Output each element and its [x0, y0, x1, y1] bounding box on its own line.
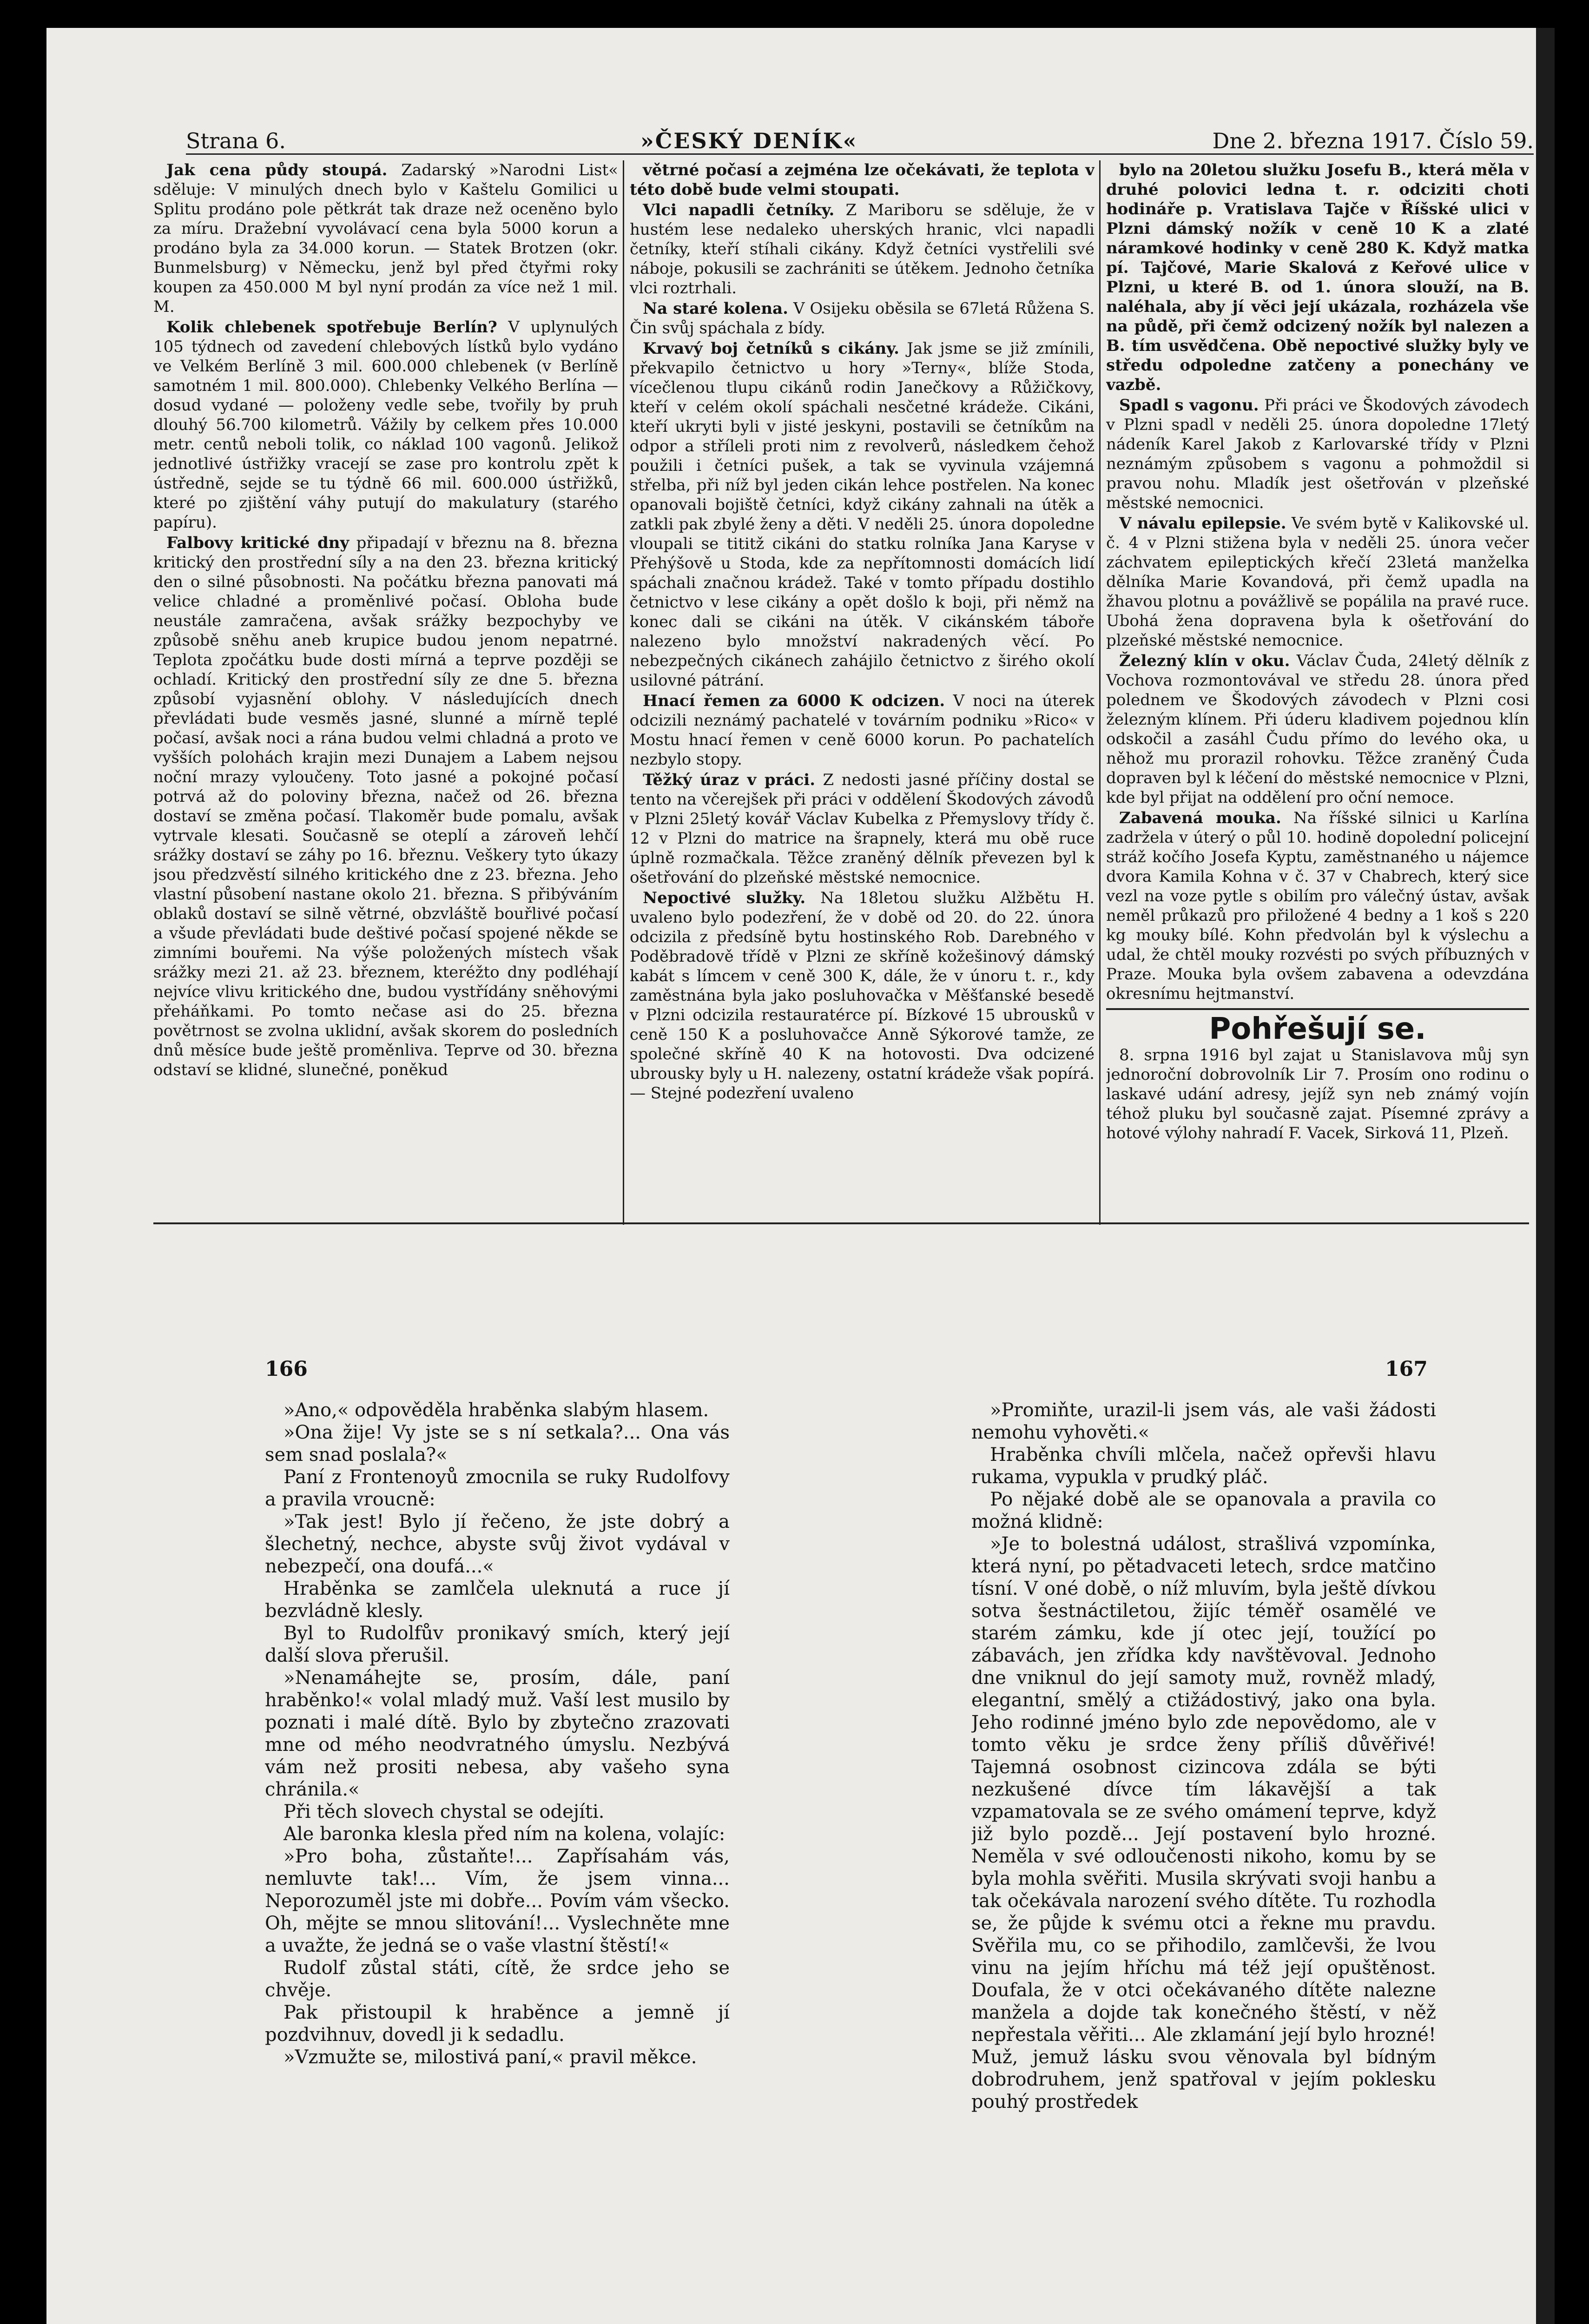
article-lead: Těžký úraz v práci.: [643, 771, 816, 789]
article-body: připadají v březnu na 8. března kritický den prostřední síly a na den 23. března kritický den o silné působnosti. Na počátku března panovati má velice chladné a proměnlivé počasí. Obloha bude neustále zamračena, avšak srážky bezpochyby ve způsobě sněhu aneb krupice budou jenom nepatrné. Teplota zpočátku bude dosti mírná a teprve později se ochladí. Kritický den prostřední síly ze dne 5. března způsobí vyjasnění oblohy. V následujících dnech převládati bude vesměs jasné, slunné a mírně teplé počasí, avšak noci a rána budou velmi chladná a proto ve vyšších polohách krajin mezi Dunajem a Labem nejsou noční mrazy vyloučeny. Toto jasné a pokojné počasí potrvá až do poloviny března, načež od 26. března dostaví se změna počasí. Tlakoměr bude pomalu, avšak vytrvale klesati. Současně se oteplí a zároveň lehčí srážky dostaví se záhy po 16. březnu. Veškery tyto úkazy jsou předzvěstí silného kritického dne z 23. března. Jeho vlastní působení nastane okolo 21. března. S přibýváním oblaků dostaví se silně větrné, obzvláště bouřlivé počasí a všude převládati bude deštivé počasí spojené někde se zimními bouřemi. Na výše položených místech však srážky mezi 21. až 23. březnem, kteréžto dny podléhají nejvíce vlivu kritického dne, budou vystřídány sněhovými přeháňkami. Po tomto nečase asi do 25. března povětrnost se zvolna uklidní, avšak skorem do posledních dnů měsíce bude ještě proměnliva. Teprve od 30. března odstaví se klidné, slunečné, poněkud: [153, 534, 618, 1079]
page-number-left: 166: [265, 1357, 308, 1381]
column-rule: [623, 160, 624, 1225]
novel-paragraph: »Pro boha, zůstaňte!... Zapřísahám vás, nemluvte tak!... Vím, že jsem vinna... Neporozuměl jste mi dobře... Povím vám všecko. Oh, mějte se mnou slitování!... Vyslechněte mne a uvažte, že jedná se o vaše vlastní štěstí!«: [265, 1846, 730, 1956]
column-3: [1106, 160, 1529, 1220]
novel-paragraph: »Tak jest! Bylo jí řečeno, že jste dobrý a šlechetný, nechce, abyste svůj život vydával v nebezpečí, ona doufá...«: [265, 1511, 730, 1577]
novel-page-left: [265, 1399, 730, 2310]
article-lead: Krvavý boj četníků s cikány.: [643, 339, 899, 358]
article-weather-end: [630, 160, 1094, 199]
article-old-age: [630, 299, 1094, 338]
novel-paragraph: »Ano,« odpověděla hraběnka slabým hlasem.: [284, 1400, 709, 1421]
novel-paragraph: Při těch slovech chystal se odejíti.: [284, 1801, 605, 1822]
missing-persons-text: 8. srpna 1916 byl zajat u Stanislavova můj syn jednoroční dobrovolník Lir 7. Prosím ono rodinu o laskavé udání adresy, jejíž syn neb známý vojín téhož pluku byl současně zajat. Písemné zprávy a hotové výlohy nahradí F. Vacek, Sirková 11, Plzeň.: [1106, 1046, 1529, 1142]
article-lead: Na staré kolena.: [643, 299, 788, 318]
page-label: Strana 6.: [186, 128, 286, 153]
article-lead: Kolik chlebenek spotřebuje Berlín?: [166, 318, 497, 337]
article-body: Z nedosti jasné příčiny dostal se tento na včerejšek při práci v oddělení Škodových závodů v Plzni 25letý kovář Václav Kubelka z Přemyslovy třídy č. 12 v Plzni do matrice na šrapnely, která mu obě ruce úplně rozmačkala. Těžce zraněný dělník převezen byl k ošetřování do plzeňské městské nemocnice.: [630, 771, 1094, 887]
article-lead: Nepoctivé služky.: [643, 889, 806, 907]
section-rule: [1106, 1008, 1529, 1010]
article-lead: Vlci napadli četníky.: [643, 201, 835, 219]
article-work-injury: [630, 770, 1094, 887]
article-body: Z Mariboru se sděluje, že v hustém lese nedaleko uherských hranic, vlci napadli četníky, kteří stíhali cikány. Když četníci vystřelili své náboje, pokusili se zachrániti se útěkem. Jednoho četníka vlci roztrhali.: [630, 201, 1094, 297]
novel-paragraph: Hraběnka se zamlčela uleknutá a ruce jí bezvládně klesly.: [265, 1578, 730, 1622]
article-body: Zadarský »Narodni List« sděluje: V minulých dnech bylo v Kaštelu Gomilici u Splitu prodáno pole pětkrát tak draze než oceněno bylo za míru. Dražební vyvolávací cena byla 5000 korun a prodáno byla za 34.000 korun. — Statek Brotzen (okr. Bunmelsburg) v Německu, jenž byl před čtyřmi roky koupen za 450.000 M byl nyní prodán za více než 1 mil. M.: [153, 161, 618, 316]
article-body: Václav Čuda, 24letý dělník z Vochova rozmontovával ve středu 28. února před polednem ve Škodových závodech v Plzni cosi železným klínem. Při úderu kladivem pojednou klín odskočil a zasáhl Čudu přímo do levého oka, u něhož mu prorazil rohovku. Těžce zraněný Čuda dopraven byl k léčení do městské nemocnice v Plzni, kde byl přijat na oddělení pro oční nemoce.: [1106, 652, 1529, 807]
article-body: větrné počasí a zejména lze očekávati, že teplota v této době bude velmi stoupati.: [630, 161, 1094, 199]
article-iron-wedge: [1106, 651, 1529, 807]
article-lead: Jak cena půdy stoupá.: [166, 161, 388, 179]
article-lead: Železný klín v oku.: [1119, 652, 1290, 670]
novel-paragraph: »Ona žije! Vy jste se s ní setkala?... Ona vás sem snad poslala?«: [265, 1422, 730, 1466]
article-falb-days: [153, 533, 618, 1080]
article-maids: [630, 888, 1094, 1103]
article-land-price: [153, 160, 618, 317]
article-wagon-fall: [1106, 396, 1529, 513]
article-wolves: [630, 200, 1094, 298]
article-belt-theft: [630, 691, 1094, 769]
novel-page-right: [971, 1399, 1436, 2310]
article-body: V noci na úterek odcizili neznámý pachatelé v továrním podniku »Rico« v Mostu hnací řemen v ceně 6000 korun. Po pachatelích nezbylo stopy.: [630, 692, 1094, 769]
article-flour: [1106, 808, 1529, 1004]
article-body: V uplynulých 105 týdnech od zavedení chlebových lístků bylo vydáno ve Velkém Berlíně 3 mil. 600.000 chlebenek (v Berlíně samotném 1 mil. 800.000). Chlebenky Velkého Berlína — dosud vydané — položeny vedle sebe, tvořily by pruh dlouhý 56.700 kilometrů. Vážily by celkem přes 10.000 metr. centů neboli tolik, co náklad 100 vagonů. Jelikož jednotlivé ústřižky vracejí se zase pro kontrolu zpět k ústředně, sejde se tu týdně 66 mil. 600.000 ústřižků, které po zjištění váhy putují do makulatury (starého papíru).: [153, 318, 618, 532]
novel-paragraph: Po nějaké době ale se opanovala a pravila co možná klidně:: [971, 1489, 1436, 1532]
page-header: [186, 125, 1534, 155]
article-lead: Spadl s vagonu.: [1119, 396, 1259, 415]
novel-paragraph: Hraběnka chvíli mlčela, načež opřevši hlavu rukama, vypukla v prudký pláč.: [971, 1444, 1436, 1488]
scan-edge: [1536, 28, 1555, 2324]
novel-paragraph: Rudolf zůstal státi, cítě, že srdce jeho se chvěje.: [265, 1957, 730, 2001]
article-lead: Hnací řemen za 6000 K odcizen.: [643, 692, 945, 710]
article-lead: V návalu epilepsie.: [1119, 514, 1286, 533]
column-rule: [1099, 160, 1101, 1225]
article-body: Při práci ve Škodových závodech v Plzni spadl v neděli 25. února dopoledne 17letý nádeník Karel Jakob z Karlovarské třídy v Plzni neznámým způsobem s vagonu a pohmoždil si pravou nohu. Mladík jest ošetřován v plzeňské městské nemocnici.: [1106, 396, 1529, 512]
article-body: Ve svém bytě v Kalikovské ul. č. 4 v Plzni stižena byla v neděli 25. února večer záchvatem epileptických křečí 23letá manželka dělníka Marie Kovandová, při čemž upadla na žhavou plotnu a povážlivě se popálila na pravé ruce. Ubohá žena dopravena byla k ošetřování do plzeňské městské nemocnice.: [1106, 514, 1529, 650]
article-bread-cards: [153, 317, 618, 532]
novel-paragraph: »Promiňte, urazil-li jsem vás, ale vaši žádosti nemohu vyhověti.«: [971, 1400, 1436, 1443]
novel-paragraph: Paní z Frontenoyů zmocnila se ruky Rudolfovy a pravila vroucně:: [265, 1466, 730, 1510]
missing-persons-title: Pohřešují se.: [1209, 1012, 1426, 1046]
article-body: Na 18letou služku Alžbětu H. uvaleno bylo podezření, že v době od 20. do 22. února odcizila z předsíně bytu hostinského Rob. Darebného v Poděbradově třídě v Plzni ze skříně kožešinový dámský kabát s límcem v ceně 300 K, dále, že v únoru t. r., kdy zaměstnána byla jako posluhovačka v Měšťanské besedě v Plzni odcizila restauratérce pí. Bízkové 15 ubrousků v ceně 150 K a posluhovačce Anně Sýkorové tamže, ze společné skříně 40 K na hotovosti. Dva odcizené ubrousky byly u H. nalezeny, ostatní krádeže však popírá. — Stejné podezření uvaleno: [630, 889, 1094, 1103]
bottom-rule: [153, 1222, 1529, 1224]
novel-paragraph: Pak přistoupil k hraběnce a jemně jí pozdvihnuv, dovedl ji k sedadlu.: [265, 2002, 730, 2046]
article-gendarmes-fight: [630, 339, 1094, 690]
novel-paragraph: »Nenamáhejte se, prosím, dále, paní hraběnko!« volal mladý muž. Vaší lest musilo by poznati i malé dítě. Bylo by zbytečno zrazovati mne od mého neodvratného úmyslu. Nezbývá vám než prositi nebesa, aby vašeho syna chránila.«: [265, 1667, 730, 1800]
novel-paragraph: Ale baronka klesla před ním na kolena, volajíc:: [284, 1823, 725, 1845]
article-lead: Falbovy kritické dny: [166, 534, 349, 552]
novel-paragraph: »Vzmužte se, milostivá paní,« pravil měkce.: [284, 2047, 697, 2068]
date-issue: Dne 2. března 1917. Číslo 59.: [1212, 128, 1534, 153]
column-2: [630, 160, 1094, 1220]
page-number-right: 167: [1385, 1357, 1428, 1381]
article-epilepsy: [1106, 514, 1529, 650]
newspaper-page: [46, 28, 1555, 2324]
article-maids-cont: [1106, 160, 1529, 395]
article-lead: Zabavená mouka.: [1119, 809, 1281, 827]
article-body: V Osijeku oběsila se 67letá Růžena S. Čin svůj spáchala z bídy.: [630, 299, 1094, 337]
novel-paragraph: »Je to bolestná událost, strašlivá vzpomínka, která nyní, po pětadvaceti letech, srdce matčino tísní. V oné době, o níž mluvím, byla ještě dívkou sotva šestnáctiletou, žijíc téměř osamělé ve starém zámku, kde jí otec její, toužící po zábavách, jen zřídka kdy navštěvoval. Jednoho dne vniknul do její samoty muž, rovněž mladý, elegantní, smělý a ctižádostivý, jako ona byla. Jeho rodinné jméno bylo zde nepovědomo, ale v tomto věku je srdce ženy příliš důvěřivé! Tajemná osobnost cizincova zdála se býti nezkušené dívce tím lákavější a tak vzpamatovala se ze svého omámení teprve, když již bylo pozdě... Její postavení bylo hrozné. Neměla v své odloučenosti nikoho, komu by se byla mohla svěřiti. Musila skrývati svoji hanbu a tak očekávala narození svého dítěte. Tu rozhodla se, že půjde k svému otci a řekne mu pravdu. Svěřila mu, co se přihodilo, zamlčevši, že lvou vinu na jejím hříchu má též její opuštěnost. Doufala, že v otci očekávaného dítěte nalezne manžela a dojde tak konečného štěstí, v něž nepřestala věřiti... Ale zklamání její bylo hrozné! Muž, jemuž lásku svou věnovala byl bídným dobrodruhem, jenž spatřoval v jejím poklesku pouhý prostředek: [971, 1533, 1436, 2113]
novel-paragraph: Byl to Rudolfův pronikavý smích, který její další slova přerušil.: [265, 1623, 730, 1666]
article-body: Na říšské silnici u Karlína zadržela v úterý o půl 10. hodině dopolední policejní stráž kočího Josefa Kyptu, zaměstnaného u nájemce dvora Kamila Kohna v č. 37 v Chabrech, který sice vezl na voze pytle s obilím pro válečný ústav, avšak neměl průkazů pro přiložené 4 bedny a 1 koš s 220 kg mouky bílé. Kohn předvolán byl k výslechu a udal, že chtěl mouky rozvésti po svých příbuzných v Praze. Mouka byla ovšem zabavena a odevzdána okresnímu hejtmanství.: [1106, 809, 1529, 1003]
column-1: [153, 160, 618, 1220]
article-body: bylo na 20letou služku Josefu B., která měla v druhé polovici ledna t. r. odciziti choti hodináře p. Vratislava Tajče v Říšské ulici v Plzni dámský nožík v ceně 10 K a zlaté náramkové hodinky v ceně 280 K. Když matka pí. Tajčové, Marie Skalová z Keřové ulice v Plzni, u které B. od 1. února slouží, na B. naléhala, aby jí věci její ukázala, rozházela vše na půdě, při čemž odcizený nožík byl nalezen a B. tím usvědčena. Obě nepoctivé služky byly ve středu odpoledne zatčeny a ponechány ve vazbě.: [1106, 161, 1529, 394]
paper-title: »ČESKÝ DENÍK«: [640, 128, 858, 153]
article-body: Jak jsme se již zmínili, překvapilo četnictvo u hory »Terny«, blíže Stoda, vícečlenou tlupu cikánů rodin Janečkovy a Růžičkovy, kteří v celém okolí spáchali nesčetné krádeže. Cikáni, kteří ukryti byli v jisté jeskyni, postavili se četníkům na odpor a stříleli proti nim z revolverů, následkem čehož použili i četníci pušek, a tak se vyvinula vzájemná střelba, při níž byl jeden cikán lehce postřelen. Na konec opanovali bojiště četníci, když cikány zahnali na útěk a zatkli pak zbylé ženy a děti. V neděli 25. února dopoledne vloupali se tititž cikáni do statku rolníka Jana Karyse v Přehýšově u Stoda, kde za nepřítomnosti domácích lidí spáchali značnou krádež. Také v tomto případu dostihlo četnictvo v lese cikány a opět došlo k boji, při němž na konec dali se cikáni na útěk. V cikánském táboře nalezeno bylo množství nakradených věcí. Po nebezpečných cikánech zahájilo četnictvo z širého okolí usilovné pátrání.: [630, 339, 1094, 690]
